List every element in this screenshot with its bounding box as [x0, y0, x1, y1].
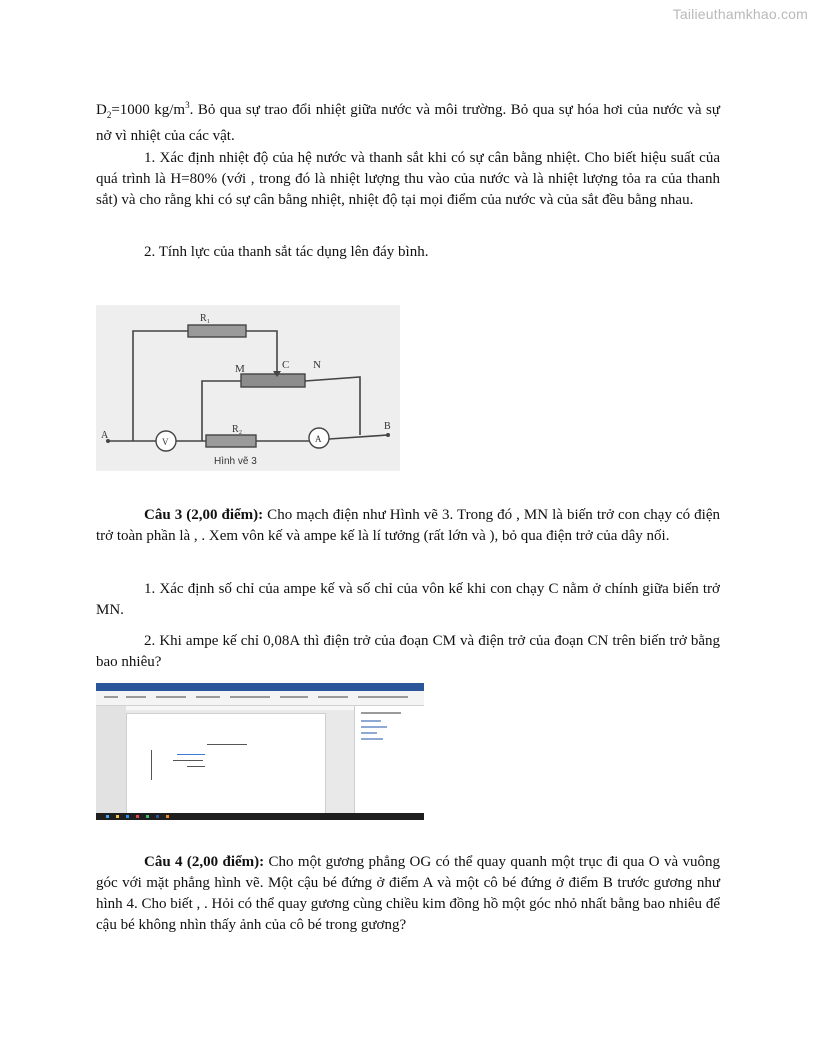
intro-paragraph	[96, 95, 720, 147]
label-m: M	[235, 363, 245, 375]
screenshot-ruler	[126, 706, 354, 710]
d2-text: =1000 kg/m	[111, 102, 186, 118]
q3-body: Cho mạch điện như Hình vẽ 3. Trong đó , MN là biến trở con chạy có điện trở toàn phần là , . Xem vôn kế và ampe kế là lí tưởng (rất lớn và ), bỏ qua điện trở của dây nối.	[96, 507, 720, 544]
label-b: B	[384, 421, 391, 432]
label-v-meter: V	[162, 437, 169, 447]
d2-rest: . Bỏ qua sự trao đổi nhiệt giữa nước và môi trường. Bỏ qua sự hóa hơi của nước và sự nở vì nhiệt của các vật.	[96, 102, 720, 144]
q3-item-1: 1. Xác định số chỉ của ampe kế và số chỉ của vôn kế khi con chạy C nằm ở chính giữa biến trở MN.	[96, 581, 720, 618]
q3-heading: Câu 3 (2,00 điểm):	[144, 507, 264, 523]
q4-paragraph	[96, 852, 720, 936]
circuit-figure	[96, 305, 400, 471]
label-r2: R₂	[232, 424, 243, 435]
watermark: Tailieuthamkhao.com	[672, 6, 808, 22]
q4-body: Cho một gương phẳng OG có thể quay quanh một trục đi qua O và vuông góc với mặt phẳng hình vẽ. Một cậu bé đứng ở điểm A và một cô bé đứng ở điểm B trước gương như hình 4. Cho biết , . Hỏi có thể quay gương cùng chiều kim đồng hồ một góc nhỏ nhất bằng bao nhiêu để cậu bé không nhìn thấy ảnh của cô bé trong gương?	[96, 854, 720, 933]
label-c: C	[282, 359, 290, 371]
label-a-meter: A	[315, 434, 322, 444]
q2-item-1: 1. Xác định nhiệt độ của hệ nước và thanh sắt khi có sự cân bằng nhiệt. Cho biết hiệu suất của quá trình là H=80% (với , trong đó là nhiệt lượng thu vào của nước và là nhiệt lượng tỏa ra của thanh sắt) và cho rằng khi có sự cân bằng nhiệt, nhiệt độ tại mọi điểm của nước và của sắt đều bằng nhau.	[96, 150, 720, 208]
q2-item-2: 2. Tính lực của thanh sắt tác dụng lên đáy bình.	[144, 244, 429, 260]
d2-sub: 2	[106, 110, 112, 120]
q3-paragraph	[96, 505, 720, 547]
terminal-b-dot	[386, 433, 390, 437]
d2-sup: 3	[185, 100, 190, 110]
screenshot-styles-pane	[354, 706, 424, 813]
label-n: N	[313, 359, 321, 371]
r1-resistor	[188, 325, 246, 337]
label-r1: R₁	[200, 313, 211, 324]
q4-heading: Câu 4 (2,00 điểm):	[144, 854, 265, 870]
screenshot-titlebar	[96, 683, 424, 691]
screenshot-ribbon	[96, 691, 424, 706]
label-a: A	[101, 430, 109, 441]
q3-item-2: 2. Khi ampe kế chỉ 0,08A thì điện trở của đoạn CM và điện trở của đoạn CN trên biến trở bằng bao nhiêu?	[96, 633, 720, 670]
word-screenshot	[96, 683, 424, 820]
mn-rheostat	[241, 374, 305, 387]
r2-resistor	[206, 435, 256, 447]
screenshot-nav-pane	[96, 706, 126, 813]
figure-caption: Hình vẽ 3	[214, 456, 257, 467]
d2-label: D	[96, 102, 107, 118]
screenshot-taskbar	[96, 813, 424, 820]
screenshot-document-page	[126, 713, 326, 815]
